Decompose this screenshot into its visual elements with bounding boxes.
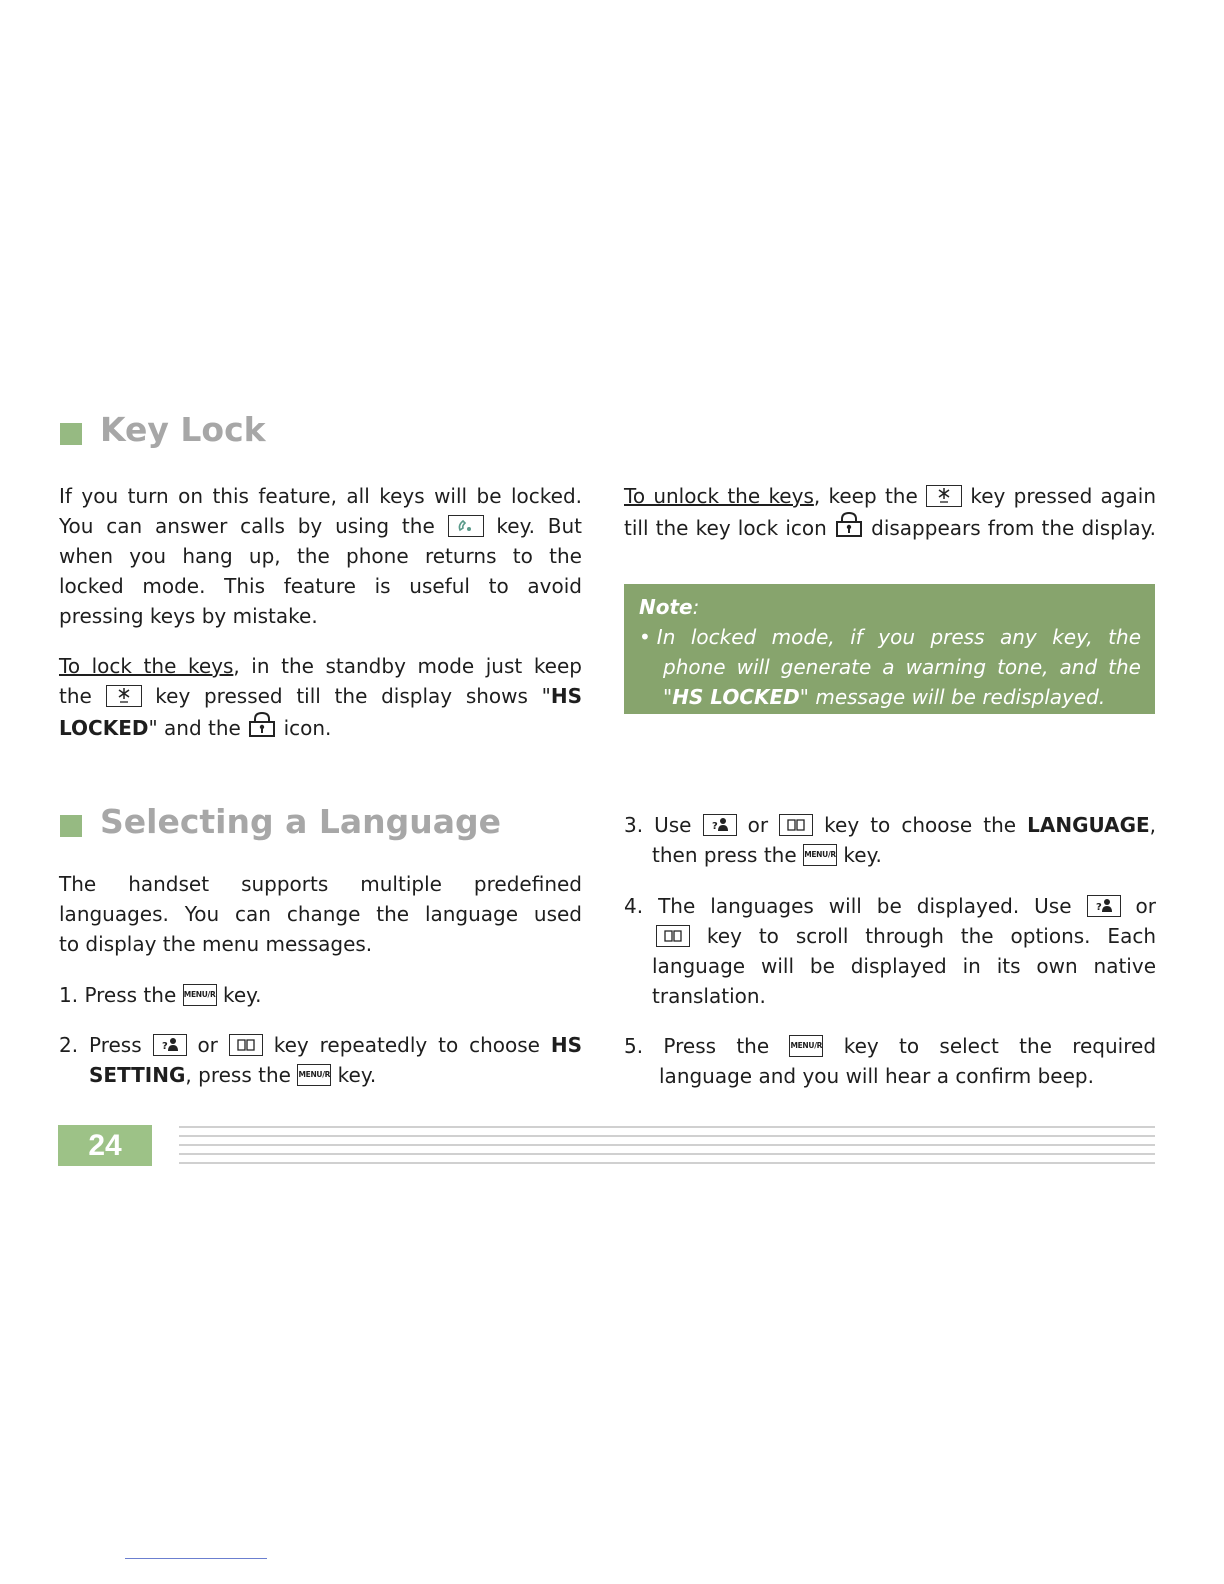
svg-text:?: ? [161, 1040, 168, 1052]
text-line: 1. Press the MENU/R key. [59, 983, 262, 1007]
text-line: pressing keys by mistake. [59, 604, 318, 628]
footer-rule [179, 1153, 1155, 1155]
menu-key-icon: MENU/R [789, 1035, 823, 1057]
caller-id-key-icon [1087, 895, 1121, 917]
menu-key-icon: MENU/R [183, 984, 217, 1006]
phonebook-key-icon [656, 925, 690, 947]
text-line: the key pressed till the display shows "HS [59, 684, 583, 708]
menu-key-icon: MENU/R [803, 844, 837, 866]
text-line: You can answer calls by using the key. But [59, 514, 582, 538]
footer-rules [179, 1126, 1155, 1164]
lock-icon [247, 711, 277, 742]
menu-key-icon: MENU/R [297, 1064, 331, 1086]
text-line: To lock the keys, in the standby mode just keep [59, 654, 582, 678]
unlock-keys-label: To unlock the keys [624, 484, 814, 508]
text-line: If you turn on this feature, all keys will be locked. [59, 484, 582, 508]
svg-text:?: ? [711, 820, 718, 832]
lock-instructions [59, 654, 582, 744]
note-line: "HS LOCKED" message will be redisplayed. [663, 685, 1106, 709]
page-number: 24 [58, 1125, 152, 1166]
footer-rule [179, 1126, 1155, 1128]
text-line: 2. Press ? or key repeatedly to choose HS [59, 1033, 583, 1057]
text-line: when you hang up, the phone returns to the [59, 544, 582, 568]
footer-rule [179, 1135, 1155, 1137]
note-line: phone will generate a warning tone, and the [663, 655, 1141, 679]
step-5 [624, 1034, 1156, 1094]
section-bullet-icon [60, 423, 82, 445]
text-line: language and you will hear a confirm beep. [659, 1064, 1094, 1088]
step-3 [624, 813, 1156, 873]
text-line: 3. Use ? or key to choose the LANGUAGE, [624, 813, 1157, 837]
step-4 [624, 894, 1156, 1014]
section-bullet-icon [60, 815, 82, 837]
phonebook-key-icon [779, 814, 813, 836]
text-line: to display the menu messages. [59, 932, 373, 956]
lock-icon [834, 511, 864, 542]
step-2 [59, 1033, 582, 1093]
text-line: The handset supports multiple predefined [59, 872, 582, 896]
lock-keys-label: To lock the keys [59, 654, 234, 678]
unlock-instructions [624, 484, 1156, 544]
text-line: then press the MENU/R key. [652, 843, 882, 867]
key-lock-intro [59, 484, 582, 634]
caller-id-key-icon [703, 814, 737, 836]
step-1 [59, 983, 582, 1013]
text-line: language will be displayed in its own native [652, 954, 1156, 978]
note-line: • In locked mode, if you press any key, the [639, 625, 1141, 649]
text-line: 4. The languages will be displayed. Use ? or [624, 894, 1156, 918]
text-line: To unlock the keys, keep the key pressed again [624, 484, 1156, 508]
bottom-rule [125, 1558, 267, 1559]
note-title: Note: [639, 595, 700, 619]
caller-id-key-icon [153, 1034, 187, 1056]
text-line: SETTING, press the MENU/R key. [89, 1063, 377, 1087]
footer-rule [179, 1162, 1155, 1164]
text-line: key to scroll through the options. Each [624, 924, 1156, 954]
phonebook-key-icon [229, 1034, 263, 1056]
text-line: languages. You can change the language used [59, 902, 582, 926]
language-intro [59, 872, 582, 962]
talk-key-icon [448, 515, 484, 537]
section-title-language: Selecting a Language [100, 802, 502, 841]
section-title-key-lock: Key Lock [100, 410, 266, 449]
svg-text:?: ? [1095, 901, 1102, 913]
text-line: 5. Press the MENU/R key to select the required [624, 1034, 1157, 1058]
text-line: till the key lock icon disappears from the display. [624, 514, 1156, 544]
text-line: LOCKED" and the icon. [59, 714, 582, 744]
text-line: locked mode. This feature is useful to avoid [59, 574, 582, 598]
text-line: translation. [652, 984, 766, 1008]
note-box [624, 584, 1155, 714]
footer-rule [179, 1144, 1155, 1146]
star-key-icon [926, 485, 962, 507]
star-key-icon [106, 685, 142, 707]
